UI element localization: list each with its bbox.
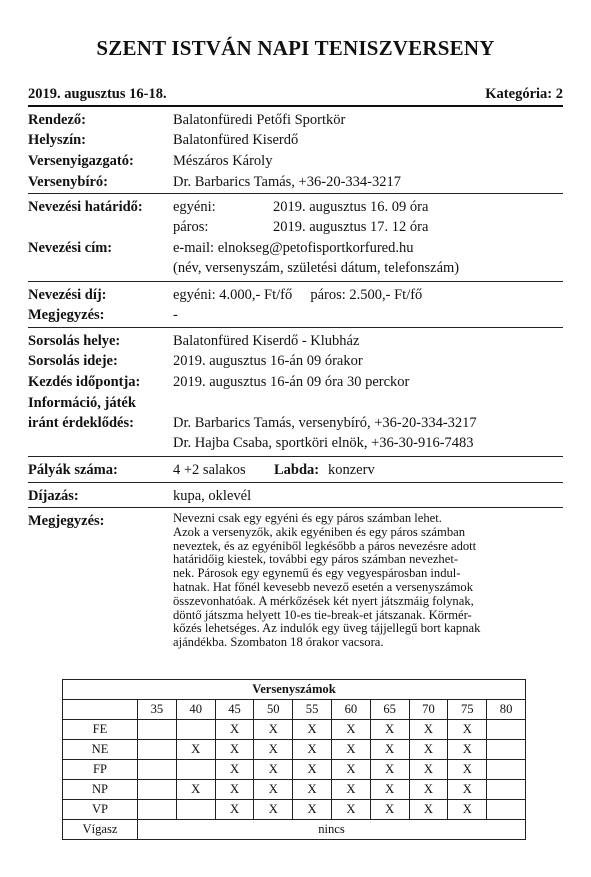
table-cell: X <box>215 800 254 820</box>
table-cell: X <box>293 800 332 820</box>
table-cell <box>176 800 215 820</box>
deadline-doubles-label: páros: <box>173 219 209 235</box>
age-header: 60 <box>331 700 370 720</box>
table-cell: X <box>370 800 409 820</box>
age-header-row <box>63 700 526 720</box>
event-name: FP <box>63 760 138 780</box>
remark2-line: döntő játszma helyett 10-es tie-break-et játszanak. Körmér- <box>173 607 472 622</box>
entry-address-label: Nevezési cím: <box>28 240 113 256</box>
table-cell: X <box>254 780 293 800</box>
table-cell: X <box>215 760 254 780</box>
draw-place-value: Balatonfüred Kiserdő - Klubház <box>173 333 360 349</box>
age-header: 35 <box>138 700 177 720</box>
corner-cell <box>63 700 138 720</box>
table-cell: X <box>409 720 448 740</box>
draw-time-value: 2019. augusztus 16-án 09 órakor <box>173 353 363 369</box>
remark2-line: összevonhatóak. A mérkőzések két nyert játszmáig folynak, <box>173 593 474 608</box>
age-header: 80 <box>487 700 526 720</box>
divider <box>28 105 563 107</box>
age-header: 70 <box>409 700 448 720</box>
prizes-label: Díjazás: <box>28 488 79 504</box>
table-row <box>63 760 526 780</box>
table-cell: X <box>409 740 448 760</box>
date-range: 2019. augusztus 16-18. <box>28 86 167 102</box>
table-cell: X <box>293 760 332 780</box>
table-cell <box>487 780 526 800</box>
age-header: 75 <box>448 700 487 720</box>
remark2-line: Azok a versenyzők, akik egyéniben és egy páros számban <box>173 524 465 539</box>
table-cell: X <box>370 760 409 780</box>
deadline-label: Nevezési határidő: <box>28 199 143 215</box>
date-bar <box>28 86 563 103</box>
table-cell <box>487 740 526 760</box>
start-time-value: 2019. augusztus 16-án 09 óra 30 perckor <box>173 374 410 390</box>
entry-fee-label: Nevezési díj: <box>28 287 107 303</box>
table-cell: X <box>254 800 293 820</box>
venue-label: Helyszín: <box>28 132 86 148</box>
table-cell: X <box>215 720 254 740</box>
remark2-text <box>173 512 563 650</box>
table-cell <box>487 760 526 780</box>
table-cell: X <box>331 800 370 820</box>
event-name: NE <box>63 740 138 760</box>
director-value: Mészáros Károly <box>173 153 273 169</box>
start-time-label: Kezdés időpontja: <box>28 374 141 390</box>
table-cell: X <box>448 800 487 820</box>
event-name: FE <box>63 720 138 740</box>
consolation-label: Vígasz <box>63 820 138 840</box>
table-cell <box>176 760 215 780</box>
entry-fee-value: egyéni: 4.000,- Ft/fő páros: 2.500,- Ft/fő <box>173 287 423 303</box>
table-cell: X <box>448 740 487 760</box>
table-cell <box>138 800 177 820</box>
divider <box>28 456 563 457</box>
remark2-line: neveztek, és az egyéniből legkésőbb a páros nevezésre adott <box>173 538 477 553</box>
divider <box>28 327 563 328</box>
table-row <box>63 740 526 760</box>
ball-value: konzerv <box>328 462 375 478</box>
remark2-line: határidőig kiestek, további egy páros számban nevezhet- <box>173 552 459 567</box>
table-cell: X <box>215 740 254 760</box>
table-row <box>63 720 526 740</box>
remark2-line: ajándékba. Szombaton 18 órakor vacsora. <box>173 635 384 650</box>
age-header: 65 <box>370 700 409 720</box>
deadline-singles-value: 2019. augusztus 16. 09 óra <box>273 199 429 215</box>
table-cell: X <box>254 740 293 760</box>
table-cell: X <box>293 740 332 760</box>
courts-value: 4 +2 salakos <box>173 462 246 478</box>
consolation-value: nincs <box>138 820 526 840</box>
table-cell: X <box>448 720 487 740</box>
divider <box>28 507 563 508</box>
info-label-line1: Információ, játék <box>28 395 136 411</box>
category: Kategória: 2 <box>485 86 563 102</box>
table-cell: X <box>448 760 487 780</box>
deadline-doubles-value: 2019. augusztus 17. 12 óra <box>273 219 429 235</box>
table-cell: X <box>293 720 332 740</box>
table-row <box>63 780 526 800</box>
remark1-label: Megjegyzés: <box>28 307 105 323</box>
referee-label: Versenybíró: <box>28 174 109 190</box>
remark2-line: nek. Párosok egy egynemű és egy vegyespárosban indul- <box>173 566 461 581</box>
table-cell: X <box>254 760 293 780</box>
table-cell: X <box>215 780 254 800</box>
age-header: 40 <box>176 700 215 720</box>
info-contact2: Dr. Hajba Csaba, sportköri elnök, +36-30-916-7483 <box>173 435 474 451</box>
divider <box>28 193 563 194</box>
events-table <box>62 679 526 840</box>
table-cell <box>138 720 177 740</box>
age-header: 45 <box>215 700 254 720</box>
table-cell: X <box>331 780 370 800</box>
table-cell: X <box>409 800 448 820</box>
event-name: NP <box>63 780 138 800</box>
table-cell: X <box>331 720 370 740</box>
deadline-singles-label: egyéni: <box>173 199 216 215</box>
organizer-label: Rendező: <box>28 112 86 128</box>
remark1-value: - <box>173 307 178 323</box>
divider <box>28 482 563 483</box>
remark2-label: Megjegyzés: <box>28 513 105 529</box>
prizes-value: kupa, oklevél <box>173 488 252 504</box>
age-header: 55 <box>293 700 332 720</box>
table-cell: X <box>370 740 409 760</box>
table-row <box>63 800 526 820</box>
table-cell: X <box>331 740 370 760</box>
referee-value: Dr. Barbarics Tamás, +36-20-334-3217 <box>173 174 401 190</box>
table-cell: X <box>254 720 293 740</box>
table-cell: X <box>293 780 332 800</box>
table-cell: X <box>176 780 215 800</box>
page-title: SZENT ISTVÁN NAPI TENISZVERSENY <box>96 36 495 60</box>
events-table-caption: Versenyszámok <box>63 680 526 700</box>
table-cell <box>487 800 526 820</box>
table-cell: X <box>409 760 448 780</box>
ball-label: Labda: <box>274 462 320 478</box>
remark2-line: kőzés lehetséges. Az indulók egy üveg tájjellegű bort kapnak <box>173 621 481 636</box>
entry-email: e-mail: elnokseg@petofisportkorfured.hu <box>173 240 414 256</box>
age-header: 50 <box>254 700 293 720</box>
entry-details: (név, versenyszám, születési dátum, telefonszám) <box>173 260 460 276</box>
table-cell <box>487 720 526 740</box>
table-cell <box>138 740 177 760</box>
remark2-line: hatnak. Hat főnél kevesebb nevező esetén a versenyszámok <box>173 579 474 594</box>
table-cell: X <box>409 780 448 800</box>
event-name: VP <box>63 800 138 820</box>
draw-time-label: Sorsolás ideje: <box>28 353 118 369</box>
consolation-row <box>63 820 526 840</box>
table-cell: X <box>331 760 370 780</box>
venue-value: Balatonfüred Kiserdő <box>173 132 299 148</box>
table-cell: X <box>176 740 215 760</box>
draw-place-label: Sorsolás helye: <box>28 333 121 349</box>
organizer-value: Balatonfüredi Petőfi Sportkör <box>173 112 346 128</box>
divider <box>28 281 563 282</box>
table-cell <box>138 760 177 780</box>
courts-label: Pályák száma: <box>28 462 118 478</box>
table-cell <box>138 780 177 800</box>
table-cell: X <box>370 780 409 800</box>
remark2-line: Nevezni csak egy egyéni és egy páros számban lehet. <box>173 511 442 525</box>
table-cell <box>176 720 215 740</box>
info-label-line2: iránt érdeklődés: <box>28 415 134 431</box>
table-cell: X <box>370 720 409 740</box>
info-contact1: Dr. Barbarics Tamás, versenybíró, +36-20-334-3217 <box>173 415 477 431</box>
director-label: Versenyigazgató: <box>28 153 134 169</box>
table-cell: X <box>448 780 487 800</box>
